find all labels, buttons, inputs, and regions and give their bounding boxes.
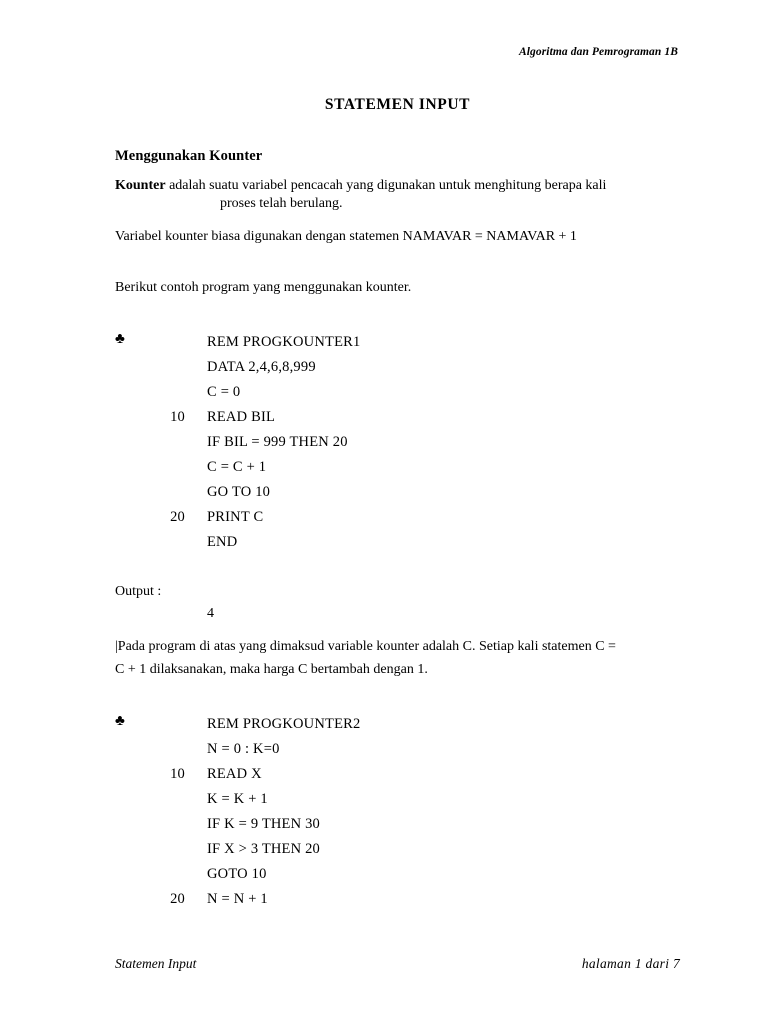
code-line-label — [115, 455, 207, 480]
usage-line: Variabel kounter biasa digunakan dengan statemen NAMAVAR = NAMAVAR + 1 — [115, 229, 577, 244]
code-line — [115, 530, 680, 555]
code-line-text: END — [207, 533, 238, 550]
code-line-text: GO TO 10 — [207, 483, 271, 500]
definition-paragraph — [115, 175, 680, 196]
club-suit-bullet-icon: ♣ — [115, 713, 125, 730]
code-line-label — [115, 530, 207, 555]
code-line-text: IF BIL = 999 THEN 20 — [207, 433, 348, 450]
section-heading: Menggunakan Kounter — [115, 148, 263, 164]
code-line — [115, 455, 680, 480]
code-line-label — [115, 480, 207, 505]
code-line-text: GOTO 10 — [207, 866, 267, 883]
code-line — [115, 405, 680, 430]
explanation-line-1: |Pada program di atas yang dimaksud variable kounter adalah C. Setiap kali statemen C = — [115, 639, 616, 655]
code-line-text: DATA 2,4,6,8,999 — [207, 358, 316, 375]
code-line-text: C = C + 1 — [207, 458, 267, 475]
program-listing-1 — [115, 330, 680, 554]
footer-document-name: Statemen Input — [115, 956, 197, 971]
definition-text: adalah suatu variabel pencacah yang digunakan untuk menghitung berapa kali — [165, 178, 607, 193]
code-line-text: PRINT C — [207, 508, 264, 525]
code-line-text: N = 0 : K=0 — [207, 741, 280, 758]
code-line-label — [115, 862, 207, 887]
code-line-text: REM PROGKOUNTER1 — [207, 334, 361, 350]
code-line-label — [115, 737, 207, 762]
example-intro: Berikut contoh program yang menggunakan kounter. — [115, 280, 412, 295]
code-line-label — [115, 355, 207, 380]
code-line-text: IF X > 3 THEN 20 — [207, 841, 321, 858]
code-line-label: 10 — [170, 766, 185, 783]
code-line — [115, 505, 680, 530]
code-line — [115, 480, 680, 505]
code-line — [115, 862, 680, 887]
code-line — [115, 762, 680, 787]
code-line — [115, 330, 680, 355]
code-line-label: 10 — [170, 408, 185, 425]
footer-page-number: halaman 1 dari 7 — [581, 956, 680, 971]
output-value: 4 — [207, 606, 214, 622]
code-line-text: IF K = 9 THEN 30 — [207, 816, 321, 833]
code-line-text: K = K + 1 — [207, 791, 268, 808]
code-line — [115, 737, 680, 762]
code-line-label — [115, 430, 207, 455]
code-line-label: 20 — [170, 891, 185, 907]
code-line-label: 20 — [170, 508, 185, 525]
code-line — [115, 355, 680, 380]
code-line-label — [115, 712, 207, 737]
code-line-text: READ X — [207, 766, 262, 783]
code-line-text: REM PROGKOUNTER2 — [207, 716, 361, 733]
definition-term: Kounter — [115, 178, 166, 193]
code-line-text: N = N + 1 — [207, 891, 268, 907]
code-line — [115, 837, 680, 862]
code-line-label — [115, 787, 207, 812]
code-line-label — [115, 330, 207, 355]
code-line — [115, 787, 680, 812]
code-line-label — [115, 837, 207, 862]
output-label: Output : — [115, 584, 162, 600]
page-footer — [115, 956, 680, 972]
code-line-text: C = 0 — [207, 383, 241, 400]
program-listing-2 — [115, 712, 680, 912]
explanation-line-2: C + 1 dilaksanakan, maka harga C bertambah dengan 1. — [115, 662, 428, 678]
code-line-label — [115, 380, 207, 405]
running-head: Algoritma dan Pemrograman 1B — [518, 46, 678, 58]
definition-continuation: proses telah berulang. — [220, 196, 343, 211]
code-line — [115, 887, 680, 912]
code-line-text: READ BIL — [207, 408, 276, 425]
code-line — [115, 812, 680, 837]
code-line — [115, 712, 680, 737]
page-title: STATEMEN INPUT — [324, 96, 471, 113]
code-line — [115, 430, 680, 455]
code-line-label — [115, 812, 207, 837]
club-suit-bullet-icon: ♣ — [115, 331, 125, 347]
code-line — [115, 380, 680, 405]
